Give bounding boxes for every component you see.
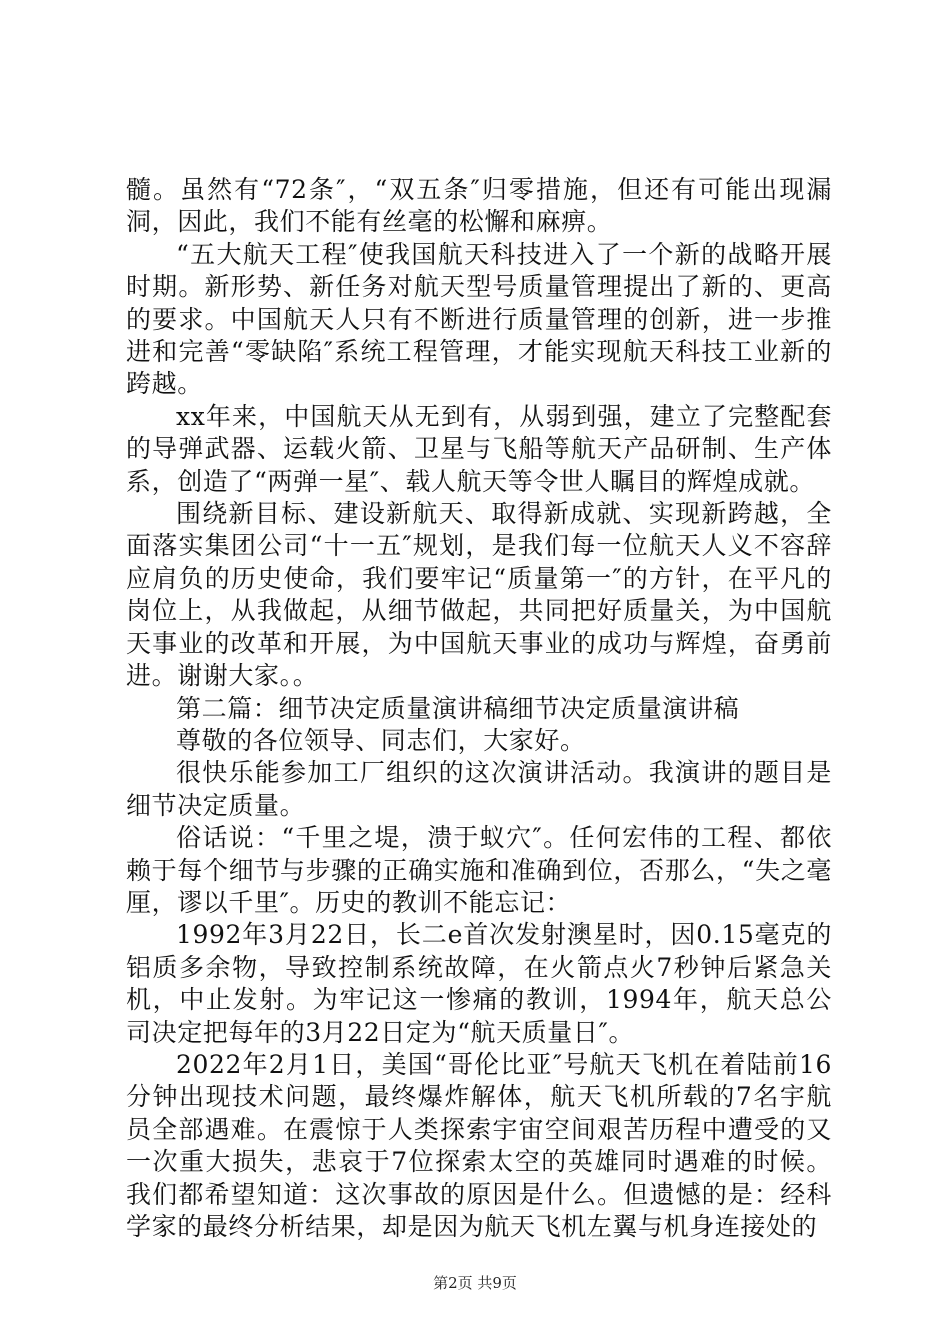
paragraph-8: 俗话说：“千里之堤，溃于蚁穴″。任何宏伟的工程、都依赖于每个细节与步骤的正确实施和准确到位，否那么，“失之毫厘，谬以千里″。历史的教训不能忘记： — [126, 823, 832, 917]
document-body — [126, 174, 832, 1243]
paragraph-3: xx年来，中国航天从无到有，从弱到强，建立了完整配套的导弹武器、运载火箭、卫星与飞船等航天产品研制、生产体系，创造了“两弹一星″、载人航天等令世人瞩目的辉煌成就。 — [126, 401, 832, 496]
paragraph-7: 很快乐能参加工厂组织的这次演讲活动。我演讲的题目是细节决定质量。 — [126, 758, 832, 820]
paragraph-9: 1992年3月22日，长二e首次发射澳星时，因0.15毫克的铝质多余物，导致控制系统故障，在火箭点火7秒钟后紧急关机，中止发射。为牢记这一惨痛的教训，1994年，航天总公司决定把每年的3月22日定为“航天质量日″。 — [126, 920, 832, 1047]
section-heading: 第二篇：细节决定质量演讲稿细节决定质量演讲稿 — [176, 693, 740, 723]
paragraph-10: 2022年2月1日，美国“哥伦比亚″号航天飞机在着陆前16分钟出现技术问题，最终爆炸解体，航天飞机所载的7名宇航员全部遇难。在震惊于人类探索宇宙空间艰苦历程中遭受的又一次重大损失，悲哀于7位探索太空的英雄同时遇难的时候。我们都希望知道：这次事故的原因是什么。但遗憾的是：经科学家的最终分析结果，却是因为航天飞机左翼与机身连接处的 — [126, 1049, 832, 1241]
paragraph-4: 围绕新目标、建设新航天、取得新成就、实现新跨越，全面落实集团公司“十一五″规划，是我们每一位航天人义不容辞应肩负的历史使命，我们要牢记“质量第一″的方针，在平凡的岗位上，从我做起，从细节做起，共同把好质量关，为中国航天事业的改革和开展，为中国航天事业的成功与辉煌，奋勇前进。谢谢大家。。 — [126, 499, 832, 691]
paragraph-greeting: 尊敬的各位领导、同志们，大家好。 — [176, 725, 586, 755]
paragraph-1: 髓。虽然有“72条″，“双五条″归零措施，但还有可能出现漏洞，因此，我们不能有丝毫的松懈和麻痹。 — [126, 175, 832, 237]
paragraph-2: “五大航天工程″使我国航天科技进入了一个新的战略开展时期。新形势、新任务对航天型号质量管理提出了新的、更高的要求。中国航天人只有不断进行质量管理的创新，进一步推进和完善“零缺陷″系统工程管理，才能实现航天科技工业新的跨越。 — [126, 239, 832, 399]
page-number-footer: 第2页 共9页 — [433, 1274, 517, 1292]
